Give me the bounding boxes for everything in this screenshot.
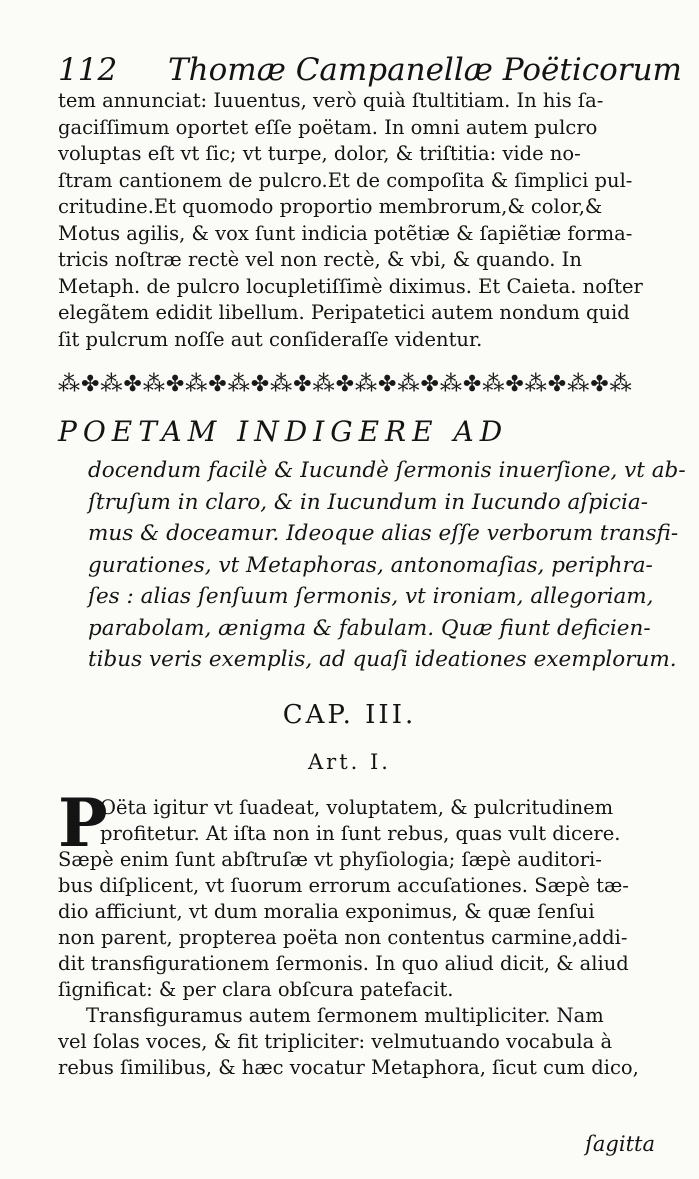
summary-line: gurationes, vt Metaphoras, antonomaſias, periphra- (88, 552, 653, 578)
catchword: ſagitta (585, 1132, 655, 1156)
text-line: Transfiguramus autem ſermonem multipliciter. Nam (86, 1004, 604, 1027)
ornamental-divider: ⁂✤⁂✤⁂✤⁂✤⁂✤⁂✤⁂✤⁂✤⁂✤⁂✤⁂✤⁂✤⁂✤⁂ (58, 372, 633, 397)
text-line: tricis noſtræ rectè vel non rectè, & vbi, & quando. In (58, 248, 582, 271)
text-line: profitetur. At iſta non in ſunt rebus, quas vult dicere. (100, 822, 621, 845)
text-line: gaciſſimum oportet eſſe poëtam. In omni autem pulcro (58, 115, 598, 139)
text-line: Metaph. de pulcro locupletiſſimè diximus. Et Caieta. noſter (58, 274, 643, 298)
summary-line: mus & doceamur. Ideoque alias eſſe verborum transfi- (88, 521, 679, 546)
text-line: Oëta igitur vt ſuadeat, voluptatem, & pulcritudinem (100, 796, 614, 819)
summary-line: tibus veris exemplis, ad quaſi ideationes exemplorum. (88, 647, 677, 672)
article-heading: Art. I. (308, 750, 391, 774)
paragraph-continued (58, 88, 658, 353)
text-line: critudine.Et quomodo proportio membrorum,& color,& (58, 195, 603, 218)
page-number: 112 (58, 52, 118, 88)
running-head: Thomæ Campanellæ Poëticorum (168, 52, 682, 88)
drop-cap: P (58, 784, 108, 862)
page-header (58, 48, 682, 88)
text-line: dio afficiunt, vt dum moralia exponimus, & quæ ſenſui (58, 900, 595, 923)
text-line: elegãtem edidit libellum. Peripatetici autem nondum quid (58, 301, 630, 324)
summary-line: docendum facilè & Iucundè ſermonis inuerſione, vt ab- (88, 458, 686, 483)
summary-line: ſtruſum in claro, & in Iucundum in Iucundo aſpicia- (88, 489, 648, 515)
section-summary (88, 455, 686, 676)
summary-line: ſes : alias ſenſuum ſermonis, vt ironiam, allegoriam, (88, 584, 654, 609)
chapter-heading: CAP. III. (282, 700, 417, 730)
section-heading: POETAM INDIGERE AD (58, 415, 509, 448)
text-line: ſtram cantionem de pulcro.Et de compoſita & ſimplici pul- (58, 168, 633, 192)
text-line: Sæpè enim ſunt abſtruſæ vt phyſiologia; ſæpè auditori- (58, 848, 602, 871)
text-line: non parent, propterea poëta non contentus carmine,addi- (58, 926, 628, 949)
text-line: dit transfigurationem ſermonis. In quo aliud dicit, & aliud (58, 952, 629, 975)
summary-line: parabolam, ænigma & fabulam. Quæ fiunt deficien- (88, 615, 651, 641)
body-text (58, 795, 658, 1081)
text-line: ſignificat: & per clara obſcura patefacit. (58, 978, 454, 1001)
text-line: voluptas eſt vt ſic; vt turpe, dolor, & triſtitia: vide no- (58, 142, 581, 165)
text-line: Motus agilis, & vox ſunt indicia potẽtiæ & ſapiẽtiæ forma- (58, 221, 633, 245)
text-line: rebus ſimilibus, & hæc vocatur Metaphora, ſicut cum dico, (58, 1056, 639, 1079)
text-line: bus diſplicent, vt ſuorum errorum accuſationes. Sæpè tæ- (58, 874, 629, 897)
text-line: vel ſolas voces, & fit tripliciter: velmutuando vocabula à (58, 1030, 613, 1053)
text-line: tem annunciat: Iuuentus, verò quià ſtultitiam. In his ſa- (58, 89, 604, 112)
text-line: ſit pulcrum noſſe aut conſideraſſe videntur. (58, 327, 483, 351)
